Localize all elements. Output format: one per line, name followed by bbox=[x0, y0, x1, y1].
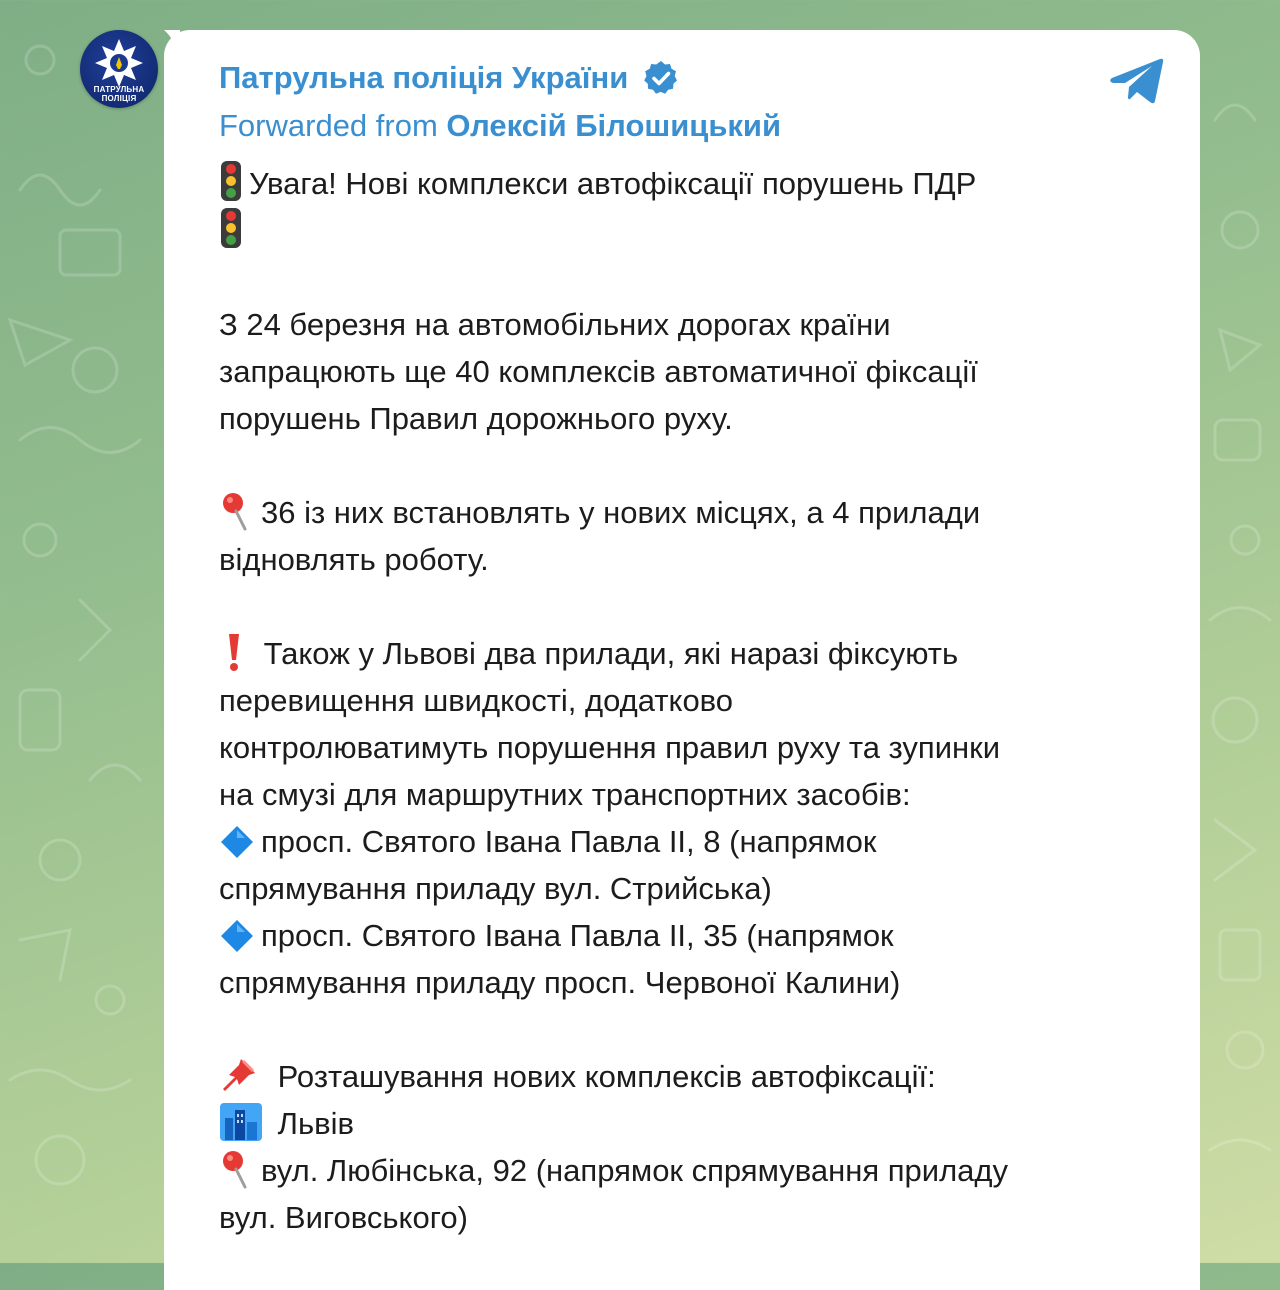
blue-diamond-icon bbox=[219, 824, 255, 860]
message-bubble bbox=[164, 30, 1200, 1290]
channel-avatar[interactable] bbox=[80, 30, 158, 108]
blue-diamond-icon bbox=[219, 918, 255, 954]
paragraph-new-locations: Розташування нових комплексів автофіксації: Львів вул. Любінська, 92 (напрямок спрямування приладу вул. Виговського) bbox=[219, 1053, 1150, 1241]
forwarded-prefix: Forwarded from bbox=[219, 108, 438, 143]
verified-badge-icon bbox=[642, 59, 680, 97]
cityscape-icon bbox=[219, 1102, 263, 1142]
list-item: просп. Святого Івана Павла II, 8 (напрямок bbox=[219, 818, 1150, 865]
paragraph-launch: З 24 березня на автомобільних дорогах країни запрацюють ще 40 комплексів автоматичної фіксації порушень Правил дорожнього руху. bbox=[219, 307, 978, 436]
forwarded-author[interactable]: Олексій Білошицький bbox=[446, 108, 782, 143]
message-title: Увага! Нові комплекси автофіксації порушень ПДР bbox=[249, 166, 977, 201]
traffic-light-icon bbox=[219, 207, 243, 249]
channel-name[interactable]: Патрульна поліція України bbox=[219, 60, 629, 95]
message-text bbox=[219, 160, 1150, 1241]
list-item: просп. Святого Івана Павла II, 35 (напрямок bbox=[219, 912, 1150, 959]
avatar-label: ПАТРУЛЬНА ПОЛІЦІЯ bbox=[93, 85, 145, 103]
paragraph-locations: 36 із них встановлять у нових місцях, а 4 прилади відновлять роботу. bbox=[219, 489, 1150, 583]
round-pushpin-icon bbox=[219, 1149, 255, 1189]
traffic-light-icon bbox=[219, 160, 243, 202]
exclamation-icon bbox=[219, 632, 249, 672]
forwarded-from[interactable] bbox=[219, 106, 1150, 146]
round-pushpin-icon bbox=[219, 491, 255, 531]
paragraph-lviv: Також у Львові два прилади, які наразі фіксують перевищення швидкості, додатково контролюватимуть порушення правил руху та зупинки на смузі для маршрутних транспортних засобів: просп. Святого Івана Павла II, 8 (напрямок спрямування приладу вул. Стрийська) просп. Святого Івана Павла II, 35 (напрямок спрямування приладу просп. Червоної Калини) bbox=[219, 630, 1150, 1006]
telegram-share-icon[interactable] bbox=[1108, 56, 1166, 106]
pushpin-icon bbox=[219, 1055, 263, 1095]
